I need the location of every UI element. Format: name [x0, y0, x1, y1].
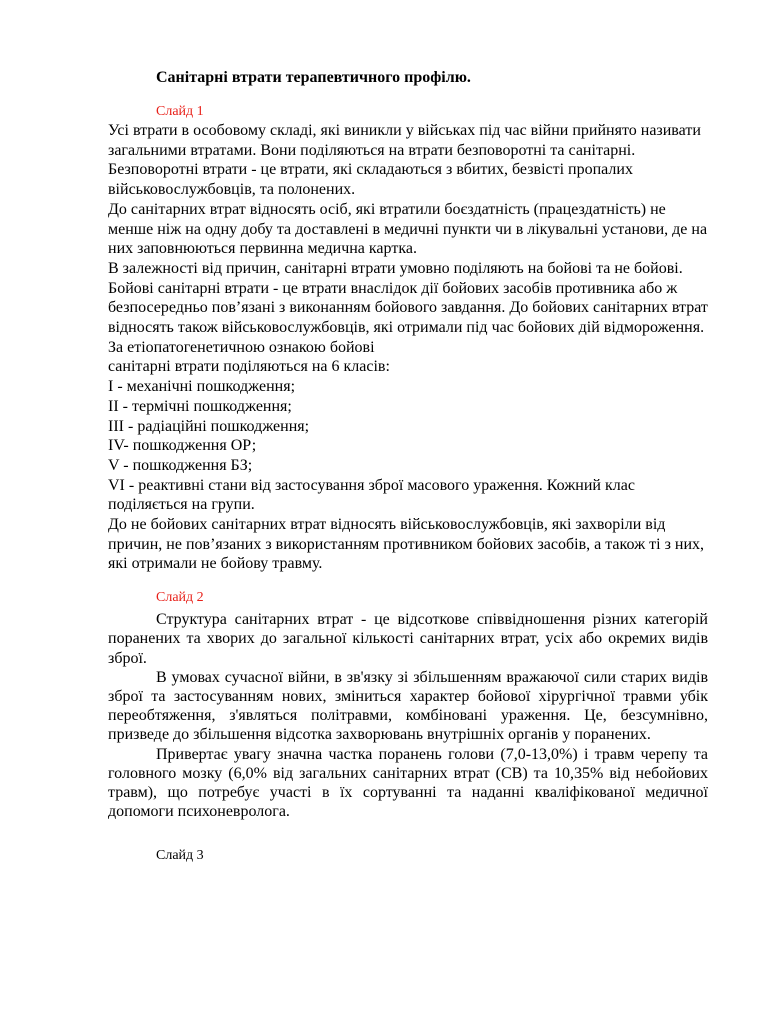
list-item: I - механічні пошкодження;	[108, 378, 296, 396]
paragraph: Бойові санітарні втрати - це втрати внаслідок дії бойових засобів противника або ж безпосередньо пов’язані з виконанням бойового завдання. До бойових санітарних втрат відносять також військовослужбовців, які отримали під час бойових дій відмороження. За етіопатогенетичною ознакою бойові	[108, 279, 708, 356]
paragraph: Безповоротні втрати - це втрати, які складаються з вбитих, безвісті пропалих військовослужбовців, та полонених.	[108, 161, 633, 199]
slide-2-label: Слайд 2	[156, 590, 204, 606]
list-item: IV- пошкодження ОР;	[108, 437, 257, 455]
paragraph: До санітарних втрат відносять осіб, які втратили боєздатність (працездатність) не менше ніж на одну добу та доставлені в медичні пункти чи в лікувальні установи, де на них заповнюються первинна медична картка.	[108, 200, 708, 258]
slide-2-text	[108, 610, 708, 821]
paragraph: Структура санітарних втрат - це відсоткове співвідношення різних категорій поранених та хворих до загальної кількості санітарних втрат, усіх або окремих видів зброї.	[108, 611, 708, 667]
slide-1-label: Слайд 1	[156, 104, 204, 119]
paragraph: санітарні втрати поділяються на 6 класів:	[108, 358, 390, 376]
paragraph: Привертає увагу значна частка поранень голови (7,0-13,0%) і травм черепу та головного мозку (6,0% від загальних санітарних втрат (СВ) та 10,35% від небойових травм), що потребує участі в їх сортуванні та наданні кваліфікованої медичної допомоги психоневролога.	[108, 745, 708, 821]
slide-1-text	[108, 121, 708, 574]
paragraph: В залежності від причин, санітарні втрати умовно поділяють на бойові та не бойові.	[108, 259, 683, 277]
document-page	[108, 68, 708, 865]
paragraph: До не бойових санітарних втрат відносять військовослужбовців, які захворіли від причин, не пов’язаних з використанням противником бойових засобів, а також ті з них, які отримали не бойову травму.	[108, 516, 705, 573]
paragraph: В умовах сучасної війни, в зв'язку зі збільшенням вражаючої сили старих видів зброї та застосуванням нових, зміниться характер бойової хірургічної травми убік переобтяження, з'являться політравми, комбіновані ураження. Це, безсумнівно, призведе до збільшення відсотка захворювань внутрішніх органів у поранених.	[108, 668, 708, 744]
slide-3-label: Слайд 3	[156, 848, 204, 864]
document-title: Санітарні втрати терапевтичного профілю.	[156, 69, 471, 86]
list-item: VI - реактивні стани від застосування зброї масового ураження. Кожний клас поділяється на групи.	[108, 476, 635, 514]
list-item: III - радіаційні пошкодження;	[108, 417, 310, 435]
list-item: V - пошкодження БЗ;	[108, 456, 253, 474]
paragraph: Усі втрати в особовому складі, які виникли у військах під час війни прийнято називати загальними втратами. Вони поділяються на втрати безповоротні та санітарні.	[108, 122, 701, 159]
list-item: II - термічні пошкодження;	[108, 397, 292, 415]
